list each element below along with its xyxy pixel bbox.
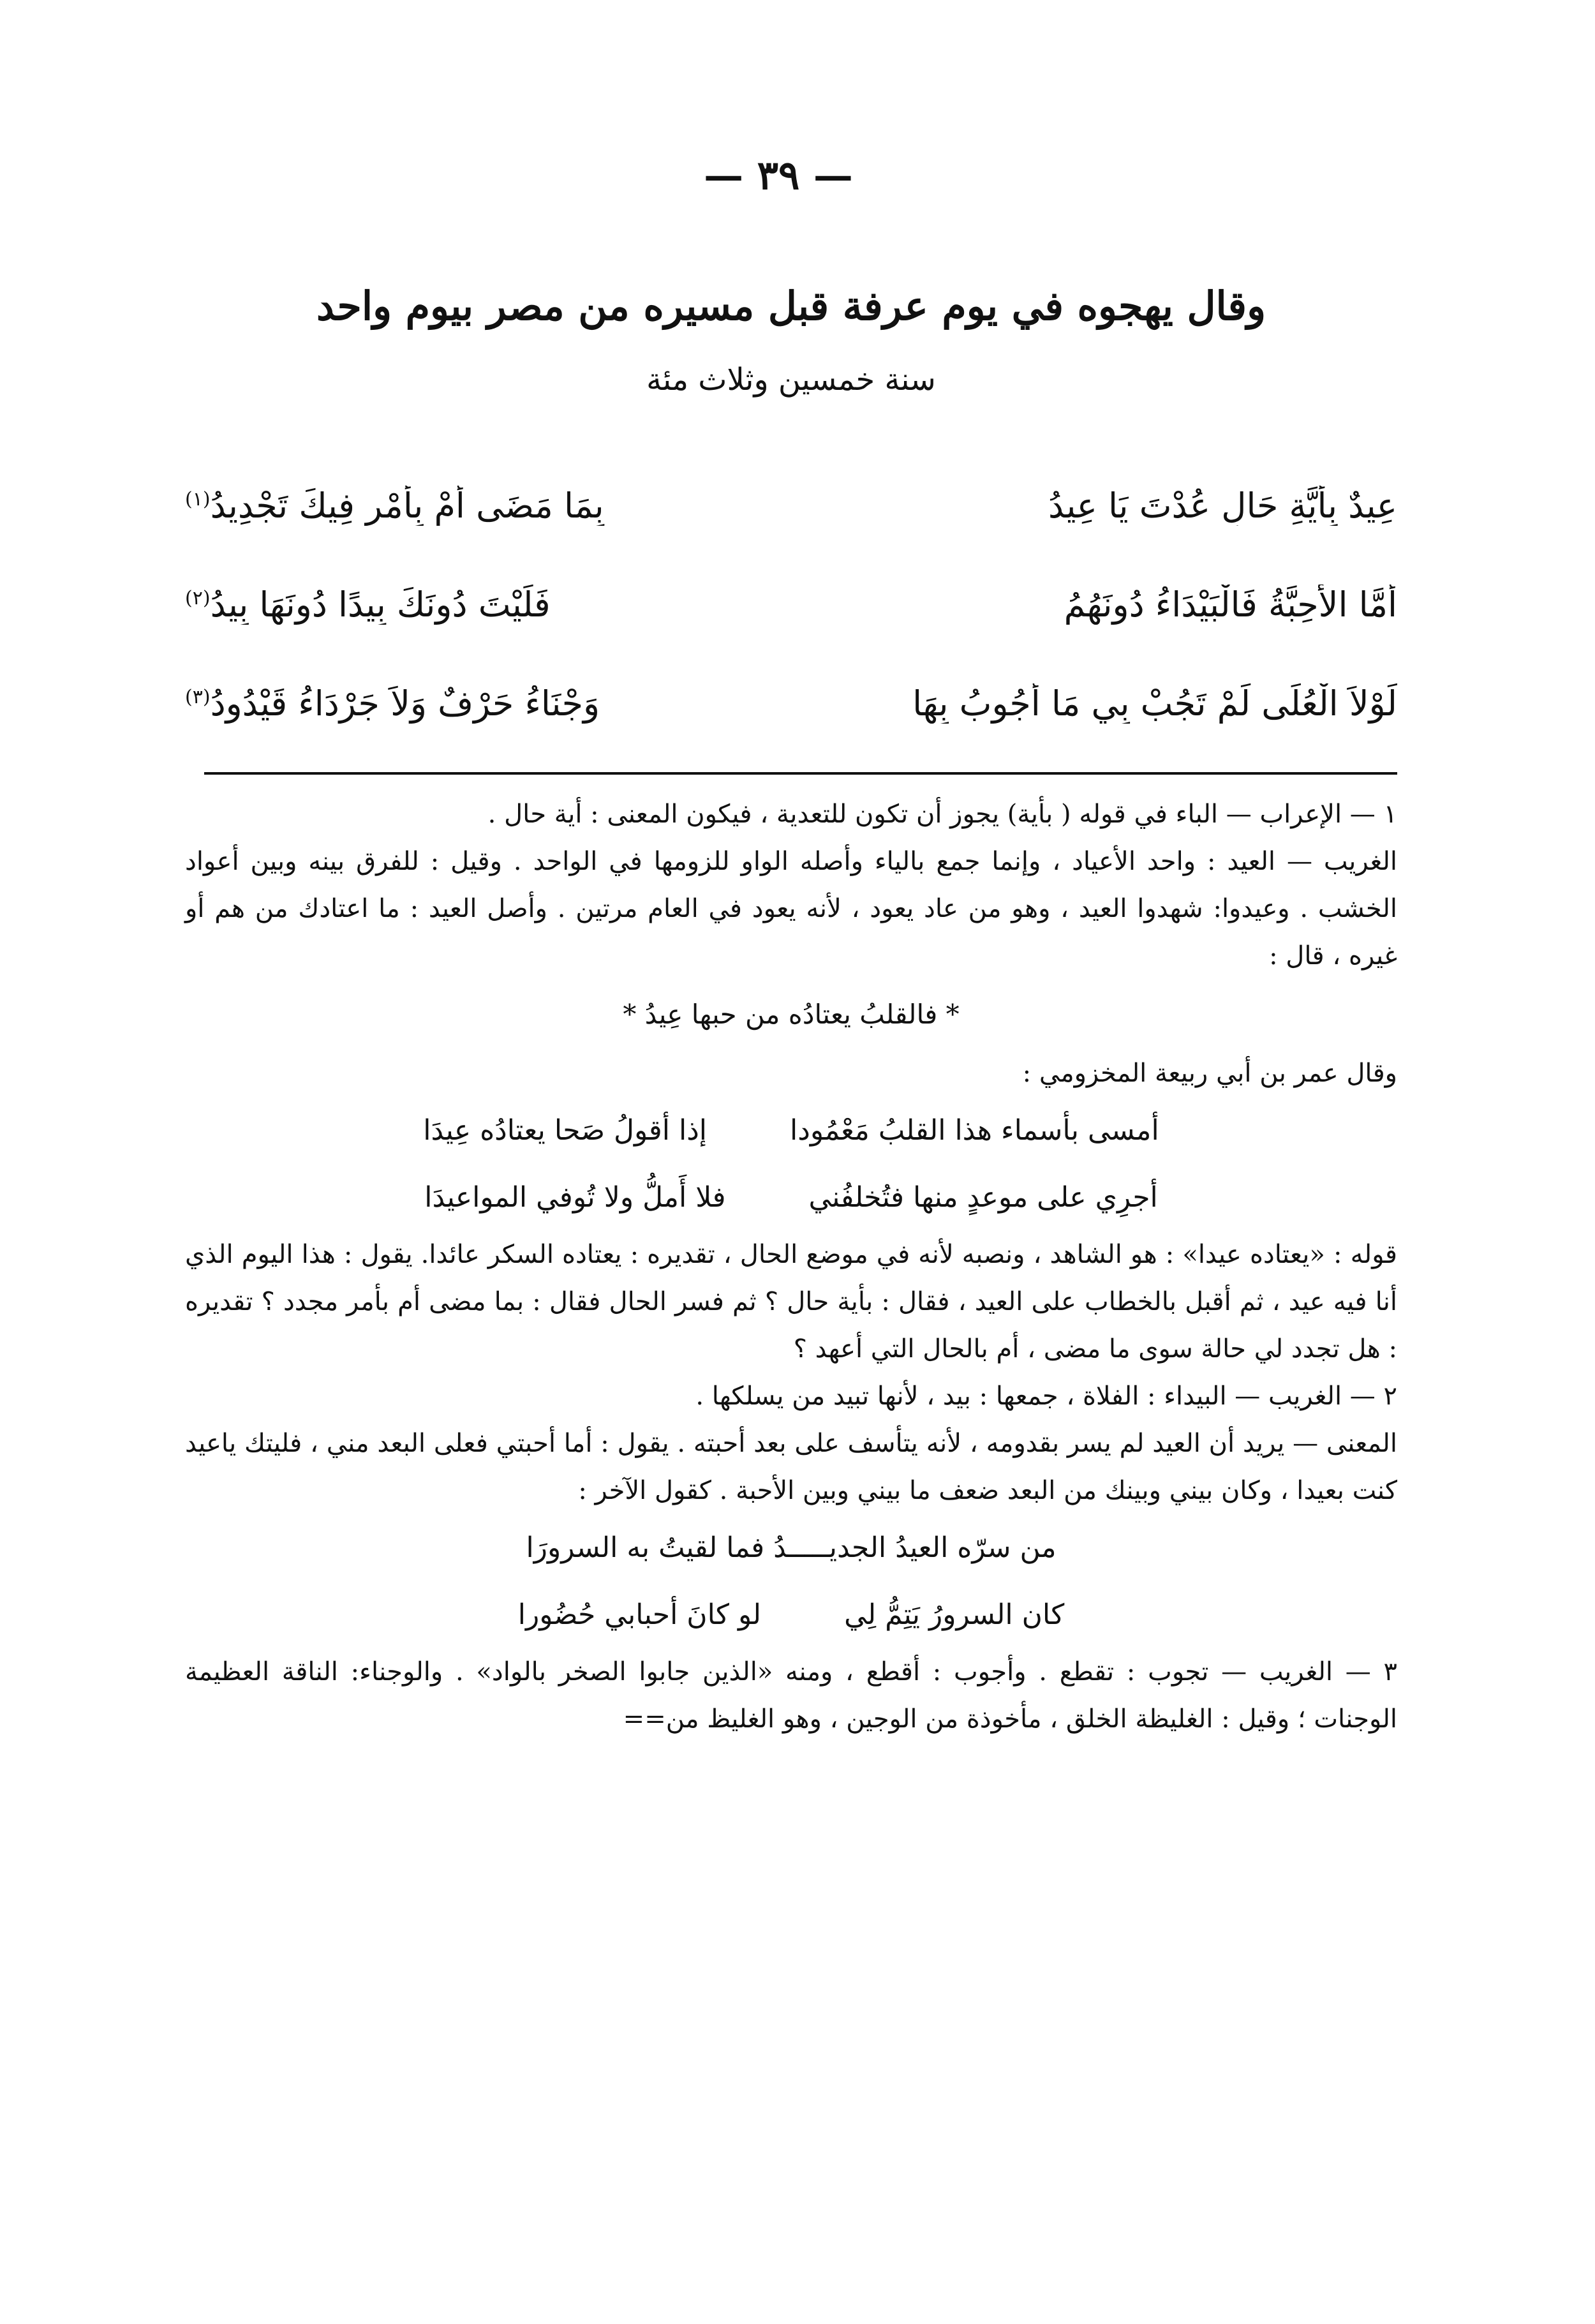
verse-1-second-hemistich [185,486,759,526]
note-1-explanation: قوله : «يعتاده عيدا» : هو الشاهد ، ونصبه لأنه في موضع الحال ، تقديره : يعتاده السكر عائدا. يقول : هذا اليوم الذي أنا فيه عيد ، ثم أقبل بالخطاب على العيد ، فقال : بأية حال ؟ ثم فسر الحال فقال : بما مضى أم بأمر مجدد ؟ تقديره : هل تجدد لي حالة سوى ما مضى ، أم بالحال التي أعهد ؟ [185,1240,1397,1364]
verse-1-first-hemistich: عِيدٌ بِأَيَّةِ حَالٍ عُدْتَ يَا عِيدُ [1048,486,1397,526]
verse-3 [185,654,1397,753]
footnote-mark-1: (١) [185,488,211,510]
verse-1 [185,456,1397,555]
quoted-verse-1-second: إذا أقولُ صَحا يعتادُه عِيدَا [423,1114,708,1147]
quoted-verse-3-line: من سرّه العيدُ الجديـــــدُ فما لقيتُ به السرورَا [526,1531,1057,1564]
quoted-verse-1 [185,1097,1397,1164]
verse-1-second-text: بِمَا مَضَى أَمْ بِأَمْرٍ فِيكَ تَجْدِيدُ [210,486,604,526]
quoted-verse-4 [185,1581,1397,1648]
note-2-meaning: المعنى — يريد أن العيد لم يسر بقدومه ، لأنه يتأسف على بعد أحبته . يقول : أما أحبتي فعلى البعد مني ، فليتك ياعيد كنت بعيدا ، وكان بيني وبينك من البعد ضعف ما بيني وبين الأحبة . كقول الآخر : [185,1429,1397,1505]
quoted-verse-2 [185,1164,1397,1231]
verse-3-second-hemistich [185,683,759,724]
verse-3-first-hemistich: لَوْلاَ الْعُلَى لَمْ تَجُبْ بِي مَا أَجُوبُ بِهَا [912,683,1397,724]
note-3-vocabulary: ٣ — الغريب — تجوب : تقطع . وأجوب : أقطع ، ومنه «الذين جابوا الصخر بالواد» . والوجناء: الناقة العظيمة الوجنات ؛ وقيل : الغليظة الخلق ، مأخوذة من الوجين ، وهو الغليظ من== [185,1657,1397,1734]
quoted-hemistich: * فالقلبُ يعتادُه من حبها عِيدُ * [623,999,960,1030]
quoted-verse-3 [185,1514,1397,1581]
document-page [185,147,1397,2272]
note-2-vocabulary: ٢ — الغريب — البيداء : الفلاة ، جمعها : بيد ، لأنها تبيد من يسلكها . [695,1382,1397,1411]
verse-2-first-hemistich: أَمَّا الأَحِبَّةُ فَالْبَيْدَاءُ دُونَهُمُ [1064,585,1397,625]
verse-2 [185,555,1397,654]
poem-title: وقال يهجوه في يوم عرفة قبل مسيره من مصر بيوم واحد [316,283,1266,329]
footnote-mark-3: (٣) [185,686,211,708]
poem [185,456,1397,753]
note-1-grammar: ١ — الإعراب — الباء في قوله ( بأية) يجوز أن تكون للتعدية ، فيكون المعنى : أية حال . [487,800,1397,829]
quoted-verse-4-second: لو كانَ أحبابي حُضُورا [517,1598,762,1631]
footnotes [185,791,1397,1743]
note-1-attribution: وقال عمر بن أبي ربيعة المخزومي : [1022,1059,1397,1088]
footnote-separator [204,772,1397,775]
quoted-verse-2-second: فلا أَملُّ ولا تُوفي المواعيدَا [424,1181,726,1214]
quoted-verse-1-first: أمسى بأسماء هذا القلبُ مَعْمُودا [790,1114,1159,1147]
verse-2-second-hemistich [185,585,759,625]
quoted-verse-2-first: أجرِي على موعدٍ منها فتُخلفُني [808,1181,1158,1214]
poem-subtitle: سنة خمسين وثلاث مئة [646,362,936,398]
verse-3-second-text: وَجْنَاءُ حَرْفٌ وَلاَ جَرْدَاءُ قَيْدُودُ [210,683,600,724]
note-1-vocabulary: الغريب — العيد : واحد الأعياد ، وإنما جمع بالياء وأصله الواو للزومها في الواحد . وقيل : للفرق بينه وبين أعواد الخشب . وعيدوا: شهدوا العيد ، وهو من عاد يعود ، لأنه يعود في العام مرتين . وأصل العيد : ما اعتادك من هم أو غيره ، قال : [185,847,1397,971]
footnote-mark-2: (٢) [185,587,211,609]
page-number: — ٣٩ — [704,152,853,198]
verse-2-second-text: فَلَيْتَ دُونَكَ بِيدًا دُونَهَا بِيدُ [210,585,551,625]
quoted-verse-4-first: كان السرورُ يَتِمُّ لِي [844,1598,1065,1631]
